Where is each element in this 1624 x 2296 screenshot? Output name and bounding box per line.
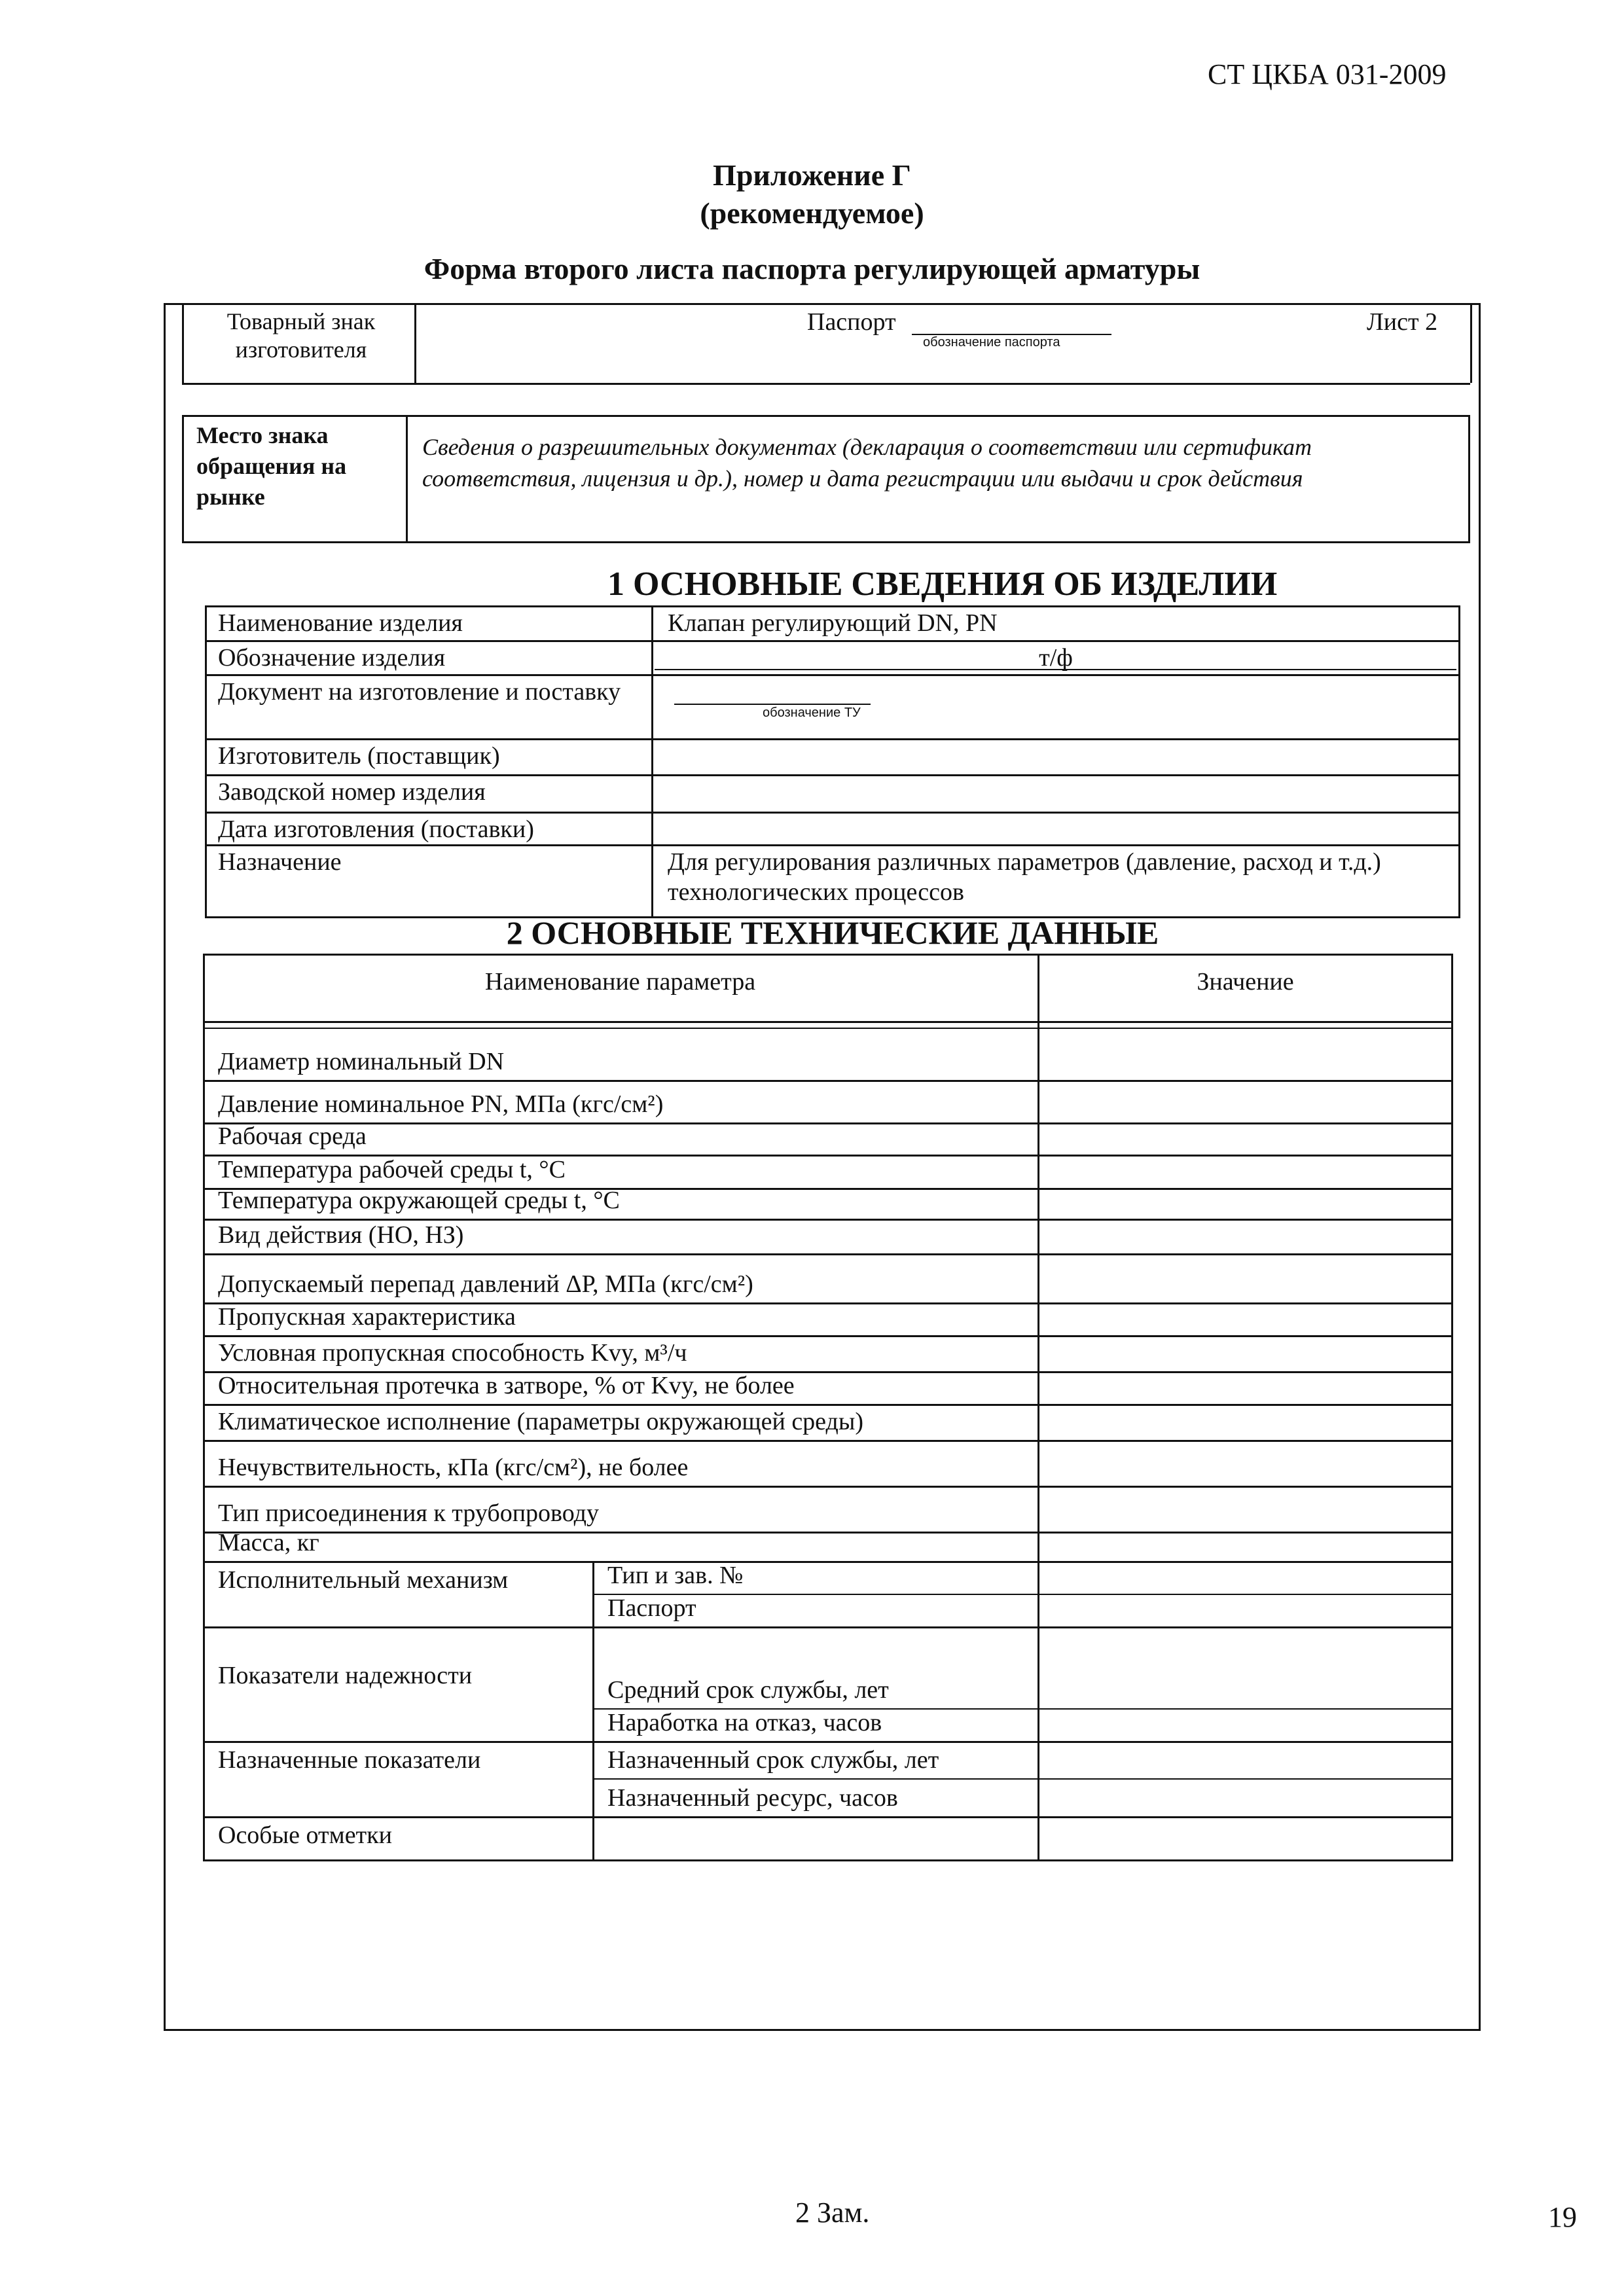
permit-documents-text: Сведения о разрешительных документах (декларация о соответствии или сертификат соответствия, лицензия и др.), номер и дата регистрации или выдачи и срок действия — [422, 434, 1312, 492]
appendix-title: Приложение Г — [713, 158, 911, 192]
group-label: Исполнительный механизм — [218, 1566, 509, 1594]
parameter-label: Температура рабочей среды t, °С — [218, 1156, 566, 1183]
field-label: Назначение — [218, 848, 342, 876]
field-value: Для регулирования различных параметров (давление, расход и т.д.) технологических процессов — [668, 848, 1381, 906]
group-subparameter: Тип и зав. № — [607, 1562, 744, 1589]
table-row-divider — [203, 1404, 1453, 1406]
field-label: Документ на изготовление и поставку — [218, 678, 621, 706]
table-row-divider — [205, 774, 1460, 776]
parameter-label: Масса, кг — [218, 1529, 319, 1556]
change-note: 2 Зам. — [795, 2197, 870, 2229]
field-value: Клапан регулирующий DN, PN — [668, 609, 998, 637]
field-label: Заводской номер изделия — [218, 778, 486, 806]
group-subparameter: Назначенный срок службы, лет — [607, 1746, 939, 1774]
parameter-label: Относительная протечка в затворе, % от Kvy, не более — [218, 1372, 795, 1399]
table-row-divider — [203, 1741, 1453, 1743]
designation-underline — [655, 669, 1456, 670]
field-label: Наименование изделия — [218, 609, 463, 637]
value-column-header: Значение — [1197, 968, 1294, 996]
table-row-divider — [203, 1440, 1453, 1442]
parameter-label: Климатическое исполнение (параметры окружающей среды) — [218, 1408, 864, 1435]
parameter-label: Температура окружающей среды t, °С — [218, 1187, 620, 1214]
param-column-header: Наименование параметра — [484, 968, 756, 996]
table-row-divider — [203, 1626, 1453, 1628]
table-row-divider — [203, 1561, 1453, 1563]
table-row-divider — [205, 640, 1460, 642]
table-row-divider — [203, 1080, 1453, 1082]
subrow-divider — [592, 1594, 1453, 1595]
field-label: Дата изготовления (поставки) — [218, 816, 534, 843]
table-row-divider — [205, 674, 1460, 676]
field-label: Изготовитель (поставщик) — [218, 742, 500, 770]
table-row-divider — [205, 812, 1460, 814]
appendix-status: (рекомендуемое) — [700, 196, 924, 230]
group-subparameter: Наработка на отказ, часов — [607, 1709, 882, 1736]
field-value: т/ф — [1039, 644, 1073, 672]
section2-title: 2 ОСНОВНЫЕ ТЕХНИЧЕСКИЕ ДАННЫЕ — [506, 914, 1159, 951]
parameter-label: Диаметр номинальный DN — [218, 1048, 505, 1075]
group-divider — [592, 1816, 594, 1861]
table-row-divider — [203, 1253, 1453, 1255]
parameter-label: Допускаемый перепад давлений ΔР, МПа (кгс/см²) — [218, 1270, 753, 1298]
field-label: Обозначение изделия — [218, 644, 446, 672]
parameter-label: Рабочая среда — [218, 1122, 367, 1150]
group-subparameter: Паспорт — [607, 1594, 696, 1622]
designation-line — [674, 704, 871, 705]
special-notes-label: Особые отметки — [218, 1821, 392, 1849]
table-row-divider — [203, 1122, 1453, 1124]
group-divider — [592, 1626, 594, 1741]
group-subparameter: Средний срок службы, лет — [607, 1676, 889, 1704]
group-subparameter: Назначенный ресурс, часов — [607, 1784, 898, 1812]
designation-caption: обозначение ТУ — [763, 706, 861, 720]
parameter-label: Вид действия (НО, НЗ) — [218, 1221, 464, 1249]
table-row-divider — [205, 844, 1460, 846]
section1-title: 1 ОСНОВНЫЕ СВЕДЕНИЯ ОБ ИЗДЕЛИИ — [607, 565, 1278, 603]
trademark-label: Товарный знак изготовителя — [226, 308, 376, 363]
parameter-label: Давление номинальное PN, МПа (кгс/см²) — [218, 1090, 664, 1118]
table-row-divider — [205, 738, 1460, 740]
parameter-label: Условная пропускная способность Kvy, м³/ч — [218, 1339, 687, 1367]
table-row-divider — [203, 1816, 1453, 1818]
table-row-divider — [203, 1486, 1453, 1488]
parameter-label: Нечувствительность, кПа (кгс/см²), не более — [218, 1454, 689, 1481]
market-mark-label: Место знака обращения на рынке — [196, 422, 347, 510]
passport-label: Паспорт — [807, 308, 896, 336]
form-title: Форма второго листа паспорта регулирующей арматуры — [424, 252, 1200, 285]
sheet-number: Лист 2 — [1367, 308, 1438, 336]
parameter-label: Пропускная характеристика — [218, 1303, 516, 1331]
parameter-label: Тип присоединения к трубопроводу — [218, 1499, 599, 1527]
group-label: Показатели надежности — [218, 1662, 473, 1689]
page-number: 19 — [1548, 2201, 1577, 2233]
table-row-divider — [203, 1532, 1453, 1534]
group-label: Назначенные показатели — [218, 1746, 481, 1774]
document-code: СТ ЦКБА 031-2009 — [1208, 58, 1447, 90]
passport-caption: обозначение паспорта — [923, 335, 1060, 350]
table-row-divider — [203, 1335, 1453, 1337]
subrow-divider — [592, 1778, 1453, 1780]
